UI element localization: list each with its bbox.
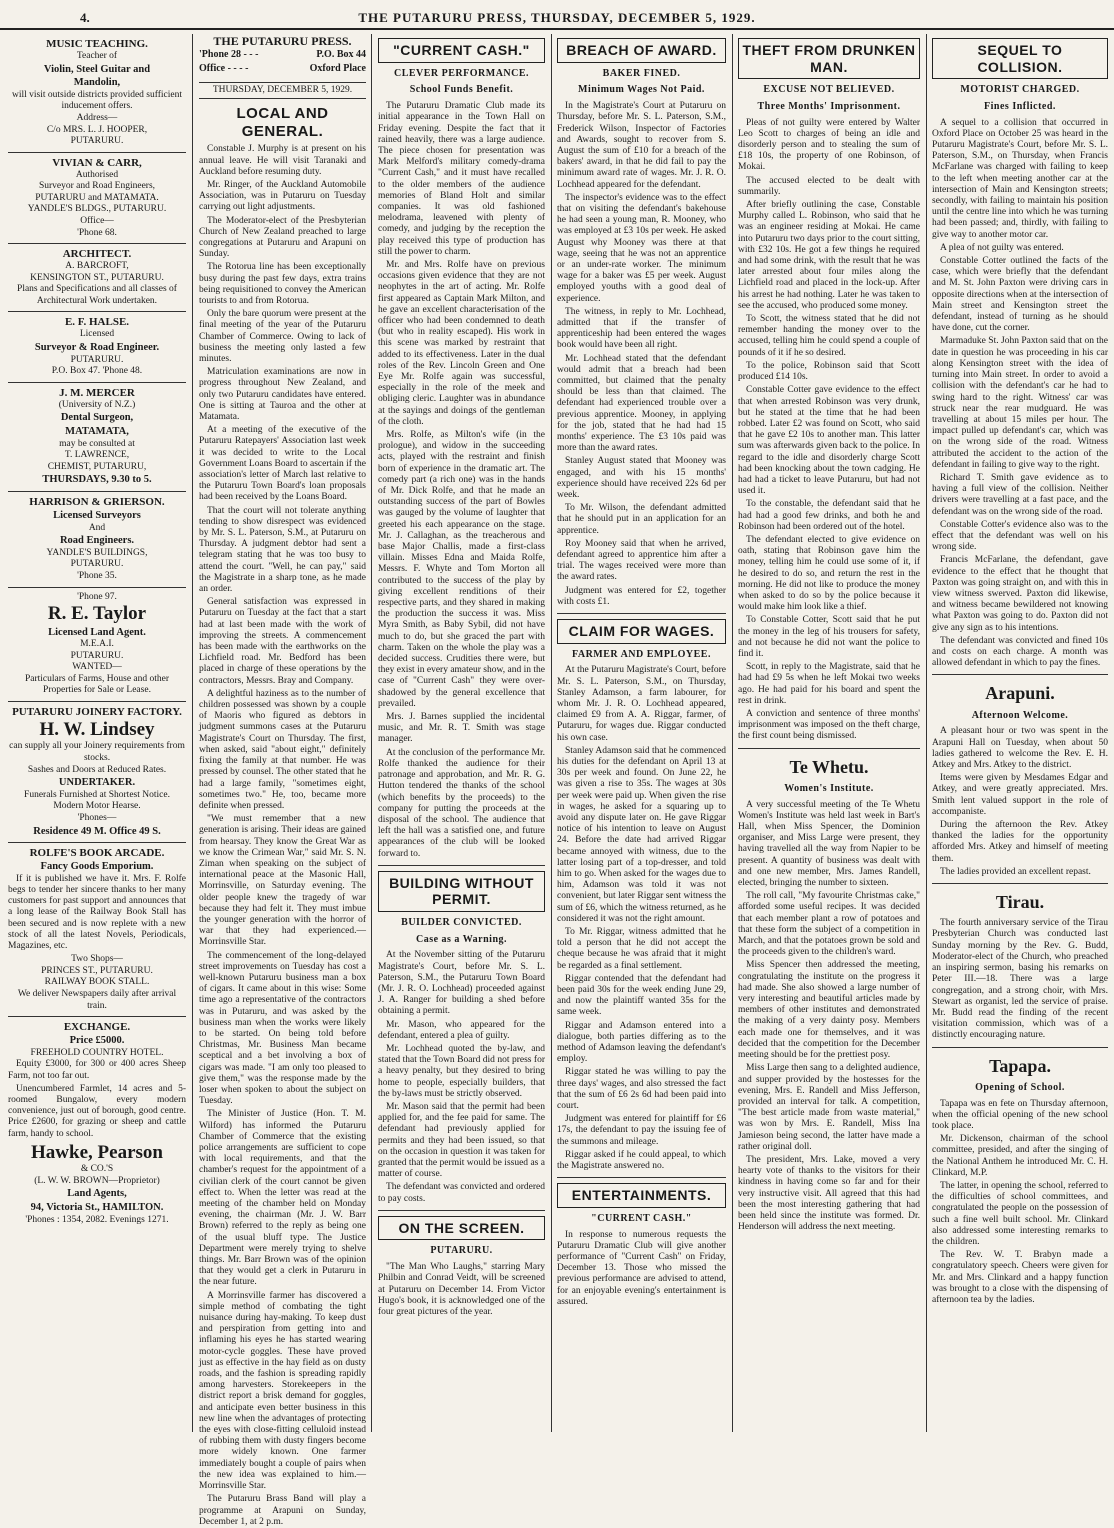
ad-halse	[8, 312, 186, 382]
divider	[932, 1047, 1108, 1048]
paragraph: Constable Cotter gave evidence to the effect that when arrested Robinson was very drunk, but he stated at the time that he had been robbed. Later £2 was found on Scott, who said that he gave £2 10s to another man. This latter sum was afterwards given back to the police. In regard to the idle and disorderly charge Scott had been knocking about the town cadging. He had had a ticket to leave Putaruru, but had not used it.	[738, 385, 920, 497]
paragraph: The inspector's evidence was to the effect that on visiting the defendant's bakehouse he had seen a young man, R. Mooney, who was employed at £3 10s per week. He asked August why Mooney was there at that wage, seeing that he was not an apprentice or an under-rate worker. The minimum wage for a baker was £5 per week. August employed youths with a good deal of experience.	[557, 192, 726, 304]
article-body	[932, 118, 1108, 670]
article-body	[557, 1230, 726, 1308]
ad-lindsey	[8, 702, 186, 843]
paragraph: The defendant was convicted and ordered to pay costs.	[378, 1182, 545, 1204]
ad-line: RAILWAY BOOK STALL.	[44, 977, 150, 988]
article-headline: ON THE SCREEN.	[378, 1216, 545, 1241]
paragraph: Mr. Mason said that the permit had been applied for, and the fee paid for same. The defendant had previously applied for permits and they had been issued, so that on the occasion in question it was taken for granted that the permit would be issued as a matter of course.	[378, 1101, 545, 1180]
article-subheading: Women's Institute.	[784, 782, 874, 794]
ad-line: Fancy Goods Emporium.	[40, 861, 154, 873]
paragraph: Constable Cotter's evidence also was to the effect that the defendant was well on his wrong side.	[932, 519, 1108, 553]
ad-exchange	[8, 1017, 186, 1230]
column-rule	[732, 34, 733, 1432]
article-subheading: MOTORIST CHARGED.	[960, 84, 1080, 96]
ad-title: EXCHANGE.	[63, 1021, 131, 1034]
paragraph: "The Man Who Laughs," starring Mary Philbin and Conrad Veidt, will be screened at Putaruru on December 14. From Victor Hugo's book, it is acknowledged one of the four great pictures of the year.	[378, 1262, 545, 1317]
column-local-general	[195, 34, 370, 1527]
ad-line: PUTARURU JOINERY FACTORY.	[12, 706, 182, 719]
ad-line: 'Phones : 1354, 2082. Evenings 1271.	[25, 1214, 169, 1225]
ad-line: Mandolin,	[73, 77, 121, 89]
paragraph: To Mr. Riggar, witness admitted that he told a person that he did not accept the cheque because he was afraid that it might be regarded as a final settlement.	[557, 927, 726, 971]
paragraph: A Morrinsville farmer has discovered a simple method of combating the tight nuisance during hay-making. To keep dust and perspiration from getting into and inflaming his eyes he has started wearing motor-cycle goggles. These have proved just as effective in the hay field as on dusty roads, and the fashion is spreading rapidly among harvesters. Storekeepers in the district report a brisk demand for goggles, and anticipate even better business in this new line when the advantages of protecting the eyes with close-fitting celluloid instead of rubbing them with dusty fingers become more widely known. One farmer immediately bought a couple of pairs when the new idea was explained to him.—Morrinsville Star.	[199, 1290, 366, 1492]
ad-line: Price £5000.	[69, 1035, 125, 1047]
paragraph: Only the bare quorum were present at the final meeting of the year of the Putaruru Chamber of Commerce. Owing to lack of business the meeting only lasted a few minutes.	[199, 309, 366, 364]
ad-line: FREEHOLD COUNTRY HOTEL.	[30, 1047, 164, 1058]
paragraph: Roy Mooney said that when he arrived, defendant agreed to apprentice him after a trial. The wages received were more than the award rates.	[557, 538, 726, 583]
paragraph: Judgment was entered for £2, together with costs £1.	[557, 585, 726, 607]
ad-title: ARCHITECT.	[62, 248, 132, 261]
ad-line: Licensed Land Agent.	[48, 626, 146, 638]
paragraph: A pleasant hour or two was spent in the Arapuni Hall on Tuesday, when about 50 ladies gathered to welcome the Rev. E. H. Atkey and Mrs. Atkey to the district.	[932, 726, 1108, 771]
ad-line: Residence 49 M. Office 49 S.	[33, 825, 161, 837]
paragraph: The defendant was convicted and fined 10s and costs on each charge. A month was allowed defendant in which to pay the fines.	[932, 635, 1108, 669]
paragraph: Riggar asked if he could appeal, to which the Magistrate answered no.	[557, 1149, 726, 1172]
district-heading: Te Whetu.	[789, 756, 869, 777]
article-headline: "CURRENT CASH."	[378, 38, 545, 63]
ad-line: Particulars of Farms, House and other Properties for Sale or Lease.	[24, 673, 170, 696]
paragraph: "We must remember that a new generation is arising. Their ideas are gained from hearsay. They know the Great War as we know the Crimean War," said Mr. S. N. Ziman when speaking on the subject of international peace at the Masonic Hall, Morrinsville, on Saturday evening. The older people knew the tragedy of war because they had felt it. They must imbue the younger generation with the horror of war that they had experienced.—Morrinsville Star.	[199, 814, 366, 948]
ad-line: Licensed Surveyors	[53, 509, 141, 521]
ad-line: M.E.A.I.	[80, 639, 114, 650]
paragraph: A very successful meeting of the Te Whetu Women's Institute was held last week in Bart's Hall, when Miss Spencer, the Dominion organiser, and Miss Large were present, they having travelled all the way from Napier to be present. A quantity of business was dealt with and one new member, Mrs. James Randell, elected, bringing the number to sixteen.	[738, 799, 920, 889]
article-body	[932, 918, 1108, 1041]
paragraph: A sequel to a collision that occurred in Oxford Place on October 25 was heard in the Putaruru Magistrate's Court, before Mr. S. L. Paterson, S.M., on Thursday, when Francis McFarlane was charged with failing to keep to the left when meeting another car at the intersection of Main and Kensington streets; secondly, with failing to maintain his position until the centre line into which he was turning had been passed; and, thirdly, with failing to give way to another motor car.	[932, 117, 1108, 240]
ad-line: We deliver Newspapers daily after arrival train.	[17, 988, 177, 1011]
paragraph: To Constable Cotter, Scott said that he put the money in the leg of his trousers for safety, and not because he did not want the police to find it.	[738, 615, 920, 659]
article-subheading: Fines Inflicted.	[984, 100, 1056, 112]
paragraph: Mr. Lochhead stated that the defendant would admit that a breach had been committed, but claimed that the penalty should be less than that claimed. The defendant had experienced trouble over a previous apprentice. Mooney, in applying for the job, stated that he had had 15 months' experience. The £3 10s paid was more than the award rates.	[557, 353, 726, 454]
paragraph: At a meeting of the executive of the Putaruru Ratepayers' Association last week it was decided to write to the Local Government Loans Board to ascertain if the association's letter of March last relative to the Putaruru Town Board's loan proposals had been received by the Loans Board.	[199, 425, 366, 503]
paragraph: Pleas of not guilty were entered by Walter Leo Scott to charges of being an idle and disorderly person and to stealing the sum of £18 10s, the property of one Robinson, of Mokai.	[738, 117, 920, 173]
ad-title: ROLFE'S BOOK ARCADE.	[29, 847, 165, 860]
divider	[932, 883, 1108, 884]
column-rule	[192, 34, 193, 1432]
article-body	[932, 726, 1108, 878]
ad-line: C/o MRS. L. J. HOOPER,	[46, 124, 148, 135]
ad-title: MUSIC TEACHING.	[46, 38, 148, 50]
paragraph: After briefly outlining the case, Constable Murphy called L. Robinson, who said that he was an engineer residing at Mokai. He came into Putaruru two days prior to the court sitting, with £32 10s. He got a few things he required and had some drink, with the result that he was later arrested about four miles along the Lichfield road and placed in the lock-up. After his arrest he had nothing. Later he was taken to see the accused, who produced some money.	[738, 200, 920, 311]
ad-line: UNDERTAKER.	[58, 777, 136, 789]
paragraph: At the November sitting of the Putaruru Magistrate's Court, before Mr. S. L. Paterson, S.M., the Putaruru Town Board (Mr. J. R. O. Lochhead) proceeded against J. A. Ranger for building a shed before obtaining a permit.	[378, 950, 545, 1017]
ad-line: 'Phone 97.	[77, 591, 117, 602]
paragraph: Items were given by Mesdames Edgar and Atkey, and were greatly appreciated. Mrs. Smith lent valued support in the role of accompaniste.	[932, 773, 1108, 817]
ad-line: 'Phone 35.	[77, 570, 117, 581]
ad-title: R. E. Taylor	[47, 603, 147, 625]
article-body	[378, 1262, 545, 1318]
paragraph: To Scott, the witness stated that he did not remember handing the money over to the accused, telling him he could spend a couple of pounds of it if he so desired.	[738, 314, 920, 358]
article-body	[738, 118, 920, 743]
paragraph: The defendant elected to give evidence on oath, stating that Robinson gave him the money, telling him he could use some of it, if he desired to do so, and return the rest in the morning. He did not like to produce the money when asked to do so by the police because it would make him look like a thief.	[738, 534, 920, 613]
paragraph: That the court will not tolerate anything tending to show disrespect was evidenced by Mr. S. L. Paterson, S.M., at Putaruru on Thursday. A judgment debtor had sent a telegram stating that he was too busy to attend the court. "Well, he can pay," said the Magistrate in a sharp tone, as he made an order.	[199, 505, 366, 595]
divider	[557, 613, 726, 614]
article-headline: BREACH OF AWARD.	[557, 38, 726, 63]
divider	[557, 1177, 726, 1178]
ad-line: PUTARURU.	[70, 354, 124, 365]
ad-line: 94, Victoria St., HAMILTON.	[30, 1201, 164, 1213]
divider	[738, 748, 920, 749]
ad-title: HARRISON & GRIERSON.	[29, 495, 165, 508]
paragraph: Stanley Adamson said that he commenced his duties for the defendant on April 13 at 30s per week and found. On June 22, he was given a rise to 35s. The wages at 30s per week were paid up. When given the rise in wages, he asked for a squaring up to avoid any dispute later on. He gave Riggar notice of his intention to leave on August 24. Before the date had arrived Riggar became annoyed with witness, due to the latter losing part of a top-dresser, and told him to go. When asked for the wages due to him, Adamson was told it was not convenient, but later Riggar sent witness the sum of £6, which the witness returned, as he considered it was not the right amount.	[557, 745, 726, 924]
ad-line: Office—	[80, 216, 114, 226]
ad-line: Dental Surgeon,	[60, 412, 134, 424]
ad-line: Modern Motor Hearse.	[53, 801, 141, 812]
paragraph: Matriculation examinations are now in progress throughout New Zealand, and only two Putaruru candidates have entered. One is sitting at Tauroa and the other at Matamata.	[199, 367, 366, 422]
section-heading: LOCAL AND GENERAL.	[236, 104, 329, 140]
divider	[378, 1210, 545, 1211]
article-body	[199, 144, 366, 1528]
paragraph: In response to numerous requests the Putaruru Dramatic Club will give another performance of "Current Cash" on Friday, December 13. Those who missed the previous performance are advised to attend, for an enjoyable evening's entertainment is assured.	[557, 1229, 726, 1307]
paragraph: The fourth anniversary service of the Tirau Presbyterian Church was conducted last Sunday morning by the Rev. G. Budd, Moderator-elect of the Church, who preached an inspiring sermon, basing his remarks on Peter III.—18. There was a large congregation, and a strong choir, with Mrs. Stewart as organist, led the service of praise. Mr. Budd read the finding of the recent visitation commission, which was of a distinctly encouraging nature.	[932, 918, 1108, 1041]
paragraph: The Putaruru Dramatic Club made its initial appearance in the Town Hall on Friday evening. Despite the fact that it rained heavily, there was a large audience. The piece chosen for presentation was Mark Melford's military comedy-drama "Current Cash," and it must have recalled to the older members of the audience memories of Bland Holt and similar companies. It was old fashioned melodrama, leavened with plenty of comedy, and judging by the reception the play received this type of production has still the power to charm.	[378, 101, 545, 257]
article-subheading: Case as a Warning.	[415, 933, 508, 945]
column-three	[374, 34, 549, 1432]
paragraph: Mr. and Mrs. Rolfe have on previous occasions given evidence that they are not neophytes in the art of acting. Mr. Rolfe first appeared as Captain Mark Milton, and he gave an excellent characterisation of the officer who had been condemned to death (but who in reality escaped). His work in this scene was marked by restraint that added to its effectiveness. Later in the dual roles of the Rev. Lincoln Green and One Eye Mr. Rolfe again was successful, especially in the role of the meek and obliging cleric. Laughter was in abundance at the sayings and doings of the gentleman of the cloth.	[378, 259, 545, 427]
ad-line: PUTARURU.	[70, 136, 124, 147]
column-four	[553, 34, 730, 1432]
masthead-title: THE PUTARURU PRESS, THURSDAY, DECEMBER 5, 1929.	[358, 10, 756, 25]
column-six	[928, 34, 1112, 1432]
district-heading: Arapuni.	[985, 683, 1055, 704]
ad-line: THURSDAYS, 9.30 to 5.	[42, 474, 152, 486]
paragraph: To the police, Robinson said that Scott produced £14 10s.	[738, 360, 920, 383]
paragraph: A plea of not guilty was entered.	[940, 242, 1064, 253]
ad-body: Unencumbered Farmlet, 14 acres and 5-roomed Bungalow, every modern convenience, just out of borough, good centre. Price £2600, for grazing or sheep and cattle farm, handy to school.	[8, 1083, 186, 1139]
ad-line: may be consulted at	[59, 438, 135, 449]
paragraph: Mr. Ringer, of the Auckland Automobile Association, was in Putaruru on Tuesday carrying out light adjustments.	[199, 179, 366, 213]
contact-label: 'Phone 28 - - -	[199, 49, 259, 61]
paragraph: Constable Cotter outlined the facts of the case, which were briefly that the defendant and M. St. John Paxton were driving cars in opposite directions when at the intersection of Main street and Kensington street the defendant, instead of turning as he should have done, cut the corner.	[932, 256, 1108, 334]
ad-title: E. F. HALSE.	[64, 316, 130, 329]
paragraph: The ladies provided an excellent repast.	[940, 866, 1091, 877]
article-body	[378, 101, 545, 860]
paragraph: Riggar contended that the defendant had been paid 30s for the week ending June 29, and now the plaintiff wanted 35s for the same week.	[557, 973, 726, 1018]
ad-title: J. M. MERCER	[59, 386, 135, 399]
ad-line: Funerals Furnished at Shortest Notice.	[24, 789, 170, 800]
paragraph: To the constable, the defendant said that he had had a good few drinks, and both he and Robinson had been ordered out of the hotel.	[738, 499, 920, 532]
paragraph: Francis McFarlane, the defendant, gave evidence to the effect that he thought that Paxton was going straight on, and with this in view witness swerved. Paxton did likewise, and witness became bewildered not knowing what Paxton was going to do. Paxton did not give any sign as to his intentions.	[932, 555, 1108, 633]
ad-rolfe-book-arcade	[8, 843, 186, 1017]
ad-line: Surveyor & Road Engineer.	[34, 341, 160, 353]
paragraph: At the conclusion of the performance Mr. Rolfe thanked the audience for their patronage and approbation, and Mr. R. G. Hutton tendered the thanks of the school (which benefits by the proceeds) to the company for putting the proceeds at the disposal of the school. The audience that left the hall was a satisfied one, and future appearances of the club will be looked forward to.	[378, 747, 545, 859]
article-headline: CLAIM FOR WAGES.	[557, 619, 726, 644]
ad-line: Authorised	[75, 169, 119, 180]
article-body	[738, 800, 920, 1234]
ad-line: PRINCES ST., PUTARURU.	[41, 965, 153, 976]
paragraph: During the afternoon the Rev. Atkey thanked the ladies for the opportunity afforded Mrs. Atkey and himself of meeting them.	[932, 820, 1108, 864]
paragraph: Miss Spencer then addressed the meeting, congratulating the institute on the progress it had made. She also showed a large number of very interesting and beautiful articles made by members of other institutes and demonstrated the making of a very dainty posy. Members each made one for themselves, and it was decided that the competition for the December meeting should be for the prettiest posy.	[738, 960, 920, 1061]
ad-line: will visit outside districts provided sufficient inducement offers.	[11, 89, 183, 112]
contact-label: Office - - - -	[199, 62, 249, 74]
paragraph: In the Magistrate's Court at Putaruru on Thursday, before Mr. S. L. Paterson, S.M., Frederick Wilson, Inspector of Factories and Awards, sought to recover from S. August the sum of £10 for a breach of the bakers' award, in that he did fail to pay the minimum award rate of wages. Mr. J. R. O. Lochhead appeared for the defendant.	[557, 101, 726, 190]
article-subheading: Minimum Wages Not Paid.	[578, 84, 705, 96]
paragraph: Mr. Mason, who appeared for the defendant, entered a plea of guilty.	[378, 1019, 545, 1041]
article-subheading: BUILDER CONVICTED.	[401, 916, 522, 928]
ad-title: H. W. Lindsey	[39, 719, 155, 741]
paragraph: Scott, in reply to the Magistrate, said that he had had £9 5s when he left Mokai two weeks ago. He had paid for his board and spent the rest in drink.	[738, 662, 920, 706]
ad-line: CHEMIST, PUTARURU,	[47, 461, 147, 472]
article-body	[557, 101, 726, 608]
column-rule	[371, 34, 372, 1432]
paragraph: The Rotorua line has been exceptionally busy during the past few days, extra trains being requisitioned to convey the American tourists to and from Rotorua.	[199, 262, 366, 306]
ad-line: Road Engineers.	[59, 535, 135, 547]
ad-title: VIVIAN & CARR,	[52, 156, 142, 169]
paragraph: Riggar stated he was willing to pay the three days' wages, and also stressed the fact that the sum of £6 2s 6d had been paid into court.	[557, 1067, 726, 1112]
paragraph: At the Putaruru Magistrate's Court, before Mr. S. L. Paterson, S.M., on Thursday, Stanley Adamson, a farm labourer, for whom Mr. J. R. O. Lochhead appeared, claimed £9 from A. A. Riggar, farmer, of Putaruru, for wages due. Riggar conducted his own case.	[557, 665, 726, 743]
article-headline: THEFT FROM DRUNKEN MAN.	[738, 38, 920, 79]
issue-date: THURSDAY, DECEMBER 5, 1929.	[199, 82, 366, 99]
paragraph: The Minister of Justice (Hon. T. M. Wilford) has informed the Putaruru Chamber of Commerce that the existing police arrangements are sufficient to cope with local requirements, and that the chamber's request for the appointment of a civilian clerk of the court cannot be given effect to. When the letter was read at the meeting of the chamber held on Monday evening, the chairman (Mr. J. W. Barr Brown) referred to the reply as being one of the usual bluff type. The Justice Department were merely trying to shelve things. Mr. Barr Brown was of the opinion that they would get a clerk in Putaruru in the near future.	[199, 1109, 366, 1288]
paragraph: The roll call, "My favourite Christmas cake," afforded some useful recipes. It was decided that each member plant a row of potatoes and that these form the subject of a competition in March, and that the potatoes grown be sold and the proceeds given to the children's ward.	[738, 891, 920, 958]
paragraph: General satisfaction was expressed in Putaruru on Tuesday at the fact that a start had at last been made with the work of improving the streets. A commencement has been made with the earthworks on the Lichfield road. Mr. Bedford has been placed in charge of these operations by the contractors, Messrs. Bray and Company.	[199, 597, 366, 686]
paragraph: Mrs. Rolfe, as Milton's wife (in the prologue), and widow in the succeeding acts, played with the restraint and finish born of experience in the dramatic art. The comedy part (a rich one) was in the hands of Mr. Dick Rolfe, and that he made an outstanding success of the part of Bowles was gauged by the volume of laughter that greeted his each appearance on the stage. Mr. J. Callaghan, as the treacherous and base Major Challis, made a first-class villain. Misses Edna and Maida Rolfe, Messrs. F. Whyte and Tom Morton all contributed to the success of the play by giving excellent renditions of their respective parts, and they shared in making the production the success it was. Miss Myra Smith, as Baby Sybil, did not have much to do, but she graced the part with charm. Taken on the whole the play was a decided success. Crudities there were, but they exist in every amateur show, and in the case of "Current Cash" they were over-shadowed by the general excellence that prevailed.	[378, 430, 545, 709]
ad-line: YANDLE'S BLDGS., PUTARURU.	[27, 204, 167, 215]
masthead	[0, 6, 1114, 30]
divider	[932, 674, 1108, 675]
article-body	[378, 950, 545, 1204]
ad-line: P.O. Box 47. 'Phone 48.	[51, 366, 143, 377]
article-headline: BUILDING WITHOUT PERMIT.	[378, 871, 545, 912]
ad-line: (University of N.Z.)	[58, 399, 136, 410]
ad-line: WANTED—	[72, 662, 122, 673]
ad-line: can supply all your Joinery requirements from stocks.	[9, 741, 185, 764]
ad-line: Address—	[76, 112, 118, 123]
paragraph: To Mr. Wilson, the defendant admitted that he should put in an application for an apprentice.	[557, 503, 726, 536]
paper-name: THE PUTARURU PRESS.	[213, 34, 352, 48]
column-advertisements	[4, 34, 190, 1432]
article-subheading: Afternoon Welcome.	[971, 709, 1069, 721]
contact-value: Oxford Place	[309, 62, 366, 74]
ad-line: Sashes and Doors at Reduced Rates.	[27, 764, 167, 775]
ad-line: KENSINGTON ST., PUTARURU.	[30, 272, 164, 283]
article-subheading: CLEVER PERFORMANCE.	[393, 67, 530, 79]
paragraph: Mrs. J. Barnes supplied the incidental music, and Mr. R. T. Smith was stage manager.	[378, 712, 545, 745]
paragraph: The commencement of the long-delayed street improvements on Tuesday has cost a well-known Putaruru business man a box of cigars. It came about in this wise: Some time ago a representative of the contractors was in Putaruru, and was asked by the business man when the works were likely to be started. On being told before Christmas, Mr. Business Man became sceptical and a bet involving a box of cigars was made. "I am only too pleased to give them," was the response made by the loser when spoken to about the subject on Tuesday.	[199, 950, 366, 1107]
ad-body: If it is published we have it. Mrs. F. Rolfe begs to tender her sincere thanks to her many customers for past support and announces that a long lease of the Railway Book Stall has been secured and is now replete with a new stock of all the latest Novels, Periodicals, Magazines, etc.	[8, 873, 186, 952]
ad-mercer	[8, 383, 186, 492]
ad-body: Equity £3000, for 300 or 400 acres Sheep Farm, not too far out.	[8, 1059, 186, 1081]
ad-line: MATAMATA,	[65, 425, 129, 437]
article-subheading: PUTARURU.	[430, 1245, 493, 1257]
paragraph: The witness, in reply to Mr. Lochhead, admitted that if the transfer of apprenticeship had been entered the wages book would have been all right.	[557, 306, 726, 351]
ad-line: (L. W. W. BROWN—Proprietor)	[34, 1175, 160, 1186]
article-subheading: EXCUSE NOT BELIEVED.	[763, 84, 895, 96]
ad-line: Plans and Specifications and all classes of Architectural Work undertaken.	[17, 284, 177, 306]
article-headline: SEQUEL TO COLLISION.	[932, 38, 1108, 79]
ad-vivian-carr	[8, 153, 186, 244]
paragraph: Constable J. Murphy is at present on his annual leave. He will visit Taranaki and Auckland before resuming duty.	[199, 144, 366, 177]
paragraph: Richard T. Smith gave evidence as to having a full view of the collision. Neither drivers were travelling at a fast pace, and the defendant was on the wrong side of the road.	[932, 472, 1108, 517]
article-body	[932, 1099, 1108, 1307]
ad-taylor	[8, 588, 186, 703]
paragraph: The Moderator-elect of the Presbyterian Church of New Zealand preached to large congregations at Putaruru and Arapuni on Sunday.	[199, 215, 366, 260]
ad-line: T. LAWRENCE,	[64, 450, 130, 461]
ad-line: Land Agents,	[67, 1188, 127, 1200]
ad-line: 'Phones—	[77, 812, 117, 823]
column-rule	[926, 34, 927, 1432]
article-subheading: "CURRENT CASH."	[591, 1212, 692, 1224]
paragraph: The Putaruru Brass Band will play a programme at Arapuni on Sunday, December 1, at 2 p.m.	[199, 1494, 366, 1527]
article-body	[557, 665, 726, 1172]
article-subheading: BAKER FINED.	[602, 67, 681, 79]
paragraph: Judgment was entered for plaintiff for £6 17s, the defendant to pay the issuing fee of the summons and mileage.	[557, 1114, 726, 1147]
paragraph: The latter, in opening the school, referred to the difficulties of school committees, and congratulated the people on the possession of such a fine well built school. Mr. Clinkard also addressed some interesting remarks to the children.	[932, 1180, 1108, 1247]
ad-line: Licensed	[79, 329, 115, 340]
article-subheading: School Funds Benefit.	[409, 84, 514, 96]
ad-title: Hawke, Pearson	[31, 1141, 163, 1163]
divider	[378, 865, 545, 866]
paragraph: Stanley August stated that Mooney was engaged, and with his 15 months' experience should have received 22s 6d per week.	[557, 456, 726, 501]
ad-line: Surveyor and Road Engineers,	[38, 181, 156, 192]
paragraph: Miss Large then sang to a delighted audience, and supper provided by the hostesses for the evening, Mrs. E. Randell and Miss Jefferson, provided an interval for talk. A competition, "The best article made from waste material," was won by Mrs. E. Randell, Miss Ina Jamieson being second, the latter have made a rather original doll.	[738, 1063, 920, 1152]
article-subheading: FARMER AND EMPLOYEE.	[572, 648, 711, 660]
ad-line: Two Shops—	[71, 954, 123, 965]
ad-line: Violin, Steel Guitar and	[43, 63, 151, 75]
district-heading: Tirau.	[995, 892, 1045, 913]
paragraph: The Rev. W. T. Brabyn made a congratulatory speech. Cheers were given for Mr. and Mrs. Clinkard and a happy function was brought to a close with the dispensing of afternoon tea by the ladies.	[932, 1250, 1108, 1305]
paragraph: Mr. Dickenson, chairman of the school committee, presided, and after the singing of the National Anthem he introduced Mr. C. H. Clinkard, M.P.	[932, 1134, 1108, 1178]
ad-line: Teacher of	[76, 50, 118, 61]
column-five	[734, 34, 924, 1432]
ad-line: YANDLE'S BUILDINGS,	[46, 547, 148, 558]
paragraph: The president, Mrs. Lake, moved a very hearty vote of thanks to the visitors for their kindness in having come so far and for their very instructive visit. All agreed that this had been the most interesting gathering that had been held since the institute was formed. Dr. Henderson will address the next meeting.	[738, 1154, 920, 1233]
paragraph: The accused elected to be dealt with summarily.	[738, 175, 920, 197]
district-heading: Tapapa.	[989, 1055, 1051, 1076]
contact-value: P.O. Box 44	[316, 49, 366, 61]
ad-architect	[8, 244, 186, 312]
ad-line: PUTARURU.	[70, 559, 124, 570]
ad-line: 'Phone 68.	[77, 227, 117, 238]
column-rule	[551, 34, 552, 1432]
contact-line	[199, 48, 366, 62]
article-headline: ENTERTAINMENTS.	[557, 1183, 726, 1208]
paragraph: Tapapa was en fete on Thursday afternoon, when the official opening of the new school took place.	[932, 1098, 1108, 1131]
ad-line: PUTARURU and MATAMATA.	[35, 192, 159, 203]
paragraph: A delightful haziness as to the number of children possessed was shown by a couple of Maoris who figured as debtors in judgment summons cases at the Putaruru Magistrate's Court on Thursday. The first, when asked, said "about eight," definitely fixing the family at that number. He was pressed by counsel. The other stated that he had a large family, "sometimes eight, sometimes two." He, too, became more definite when pressed.	[199, 688, 366, 811]
ad-harrison-grierson	[8, 492, 186, 588]
page-number: 4.	[80, 10, 90, 25]
ad-line: A. BARCROFT,	[65, 261, 129, 272]
article-subheading: Opening of School.	[975, 1081, 1065, 1093]
ad-line: And	[88, 522, 106, 533]
article-subheading: Three Months' Imprisonment.	[757, 100, 901, 112]
paragraph: A conviction and sentence of three months' imprisonment was imposed on the theft charge, the first count being dismissed.	[738, 708, 920, 742]
paragraph: Mr. Lochhead quoted the by-law, and stated that the Town Board did not press for a heavy penalty, but they desired to bring home to people, especially builders, that the by-laws must be strictly observed.	[378, 1043, 545, 1099]
contact-line	[199, 62, 366, 76]
ad-music-teaching	[8, 34, 186, 153]
ad-line: PUTARURU.	[70, 650, 124, 661]
paragraph: Riggar and Adamson entered into a dialogue, both parties differing as to the method of Adamson leaving the defendant's employ.	[557, 1020, 726, 1065]
ad-line: & CO.'S	[80, 1164, 114, 1175]
paragraph: Marmaduke St. John Paxton said that on the date in question he was proceeding in his car along Kensington street with the idea of turning into Main street. In order to avoid a collision with the defendant's car he had to swing hard to the right. Witness' car was struck near the rear mudguard. He was travelling at about 15 miles per hour. The impact pulled up defendant's car, which was on the wrong side of the road. Witness attributed the accident to the action of the defendant in failing to give way to the right.	[932, 336, 1108, 470]
